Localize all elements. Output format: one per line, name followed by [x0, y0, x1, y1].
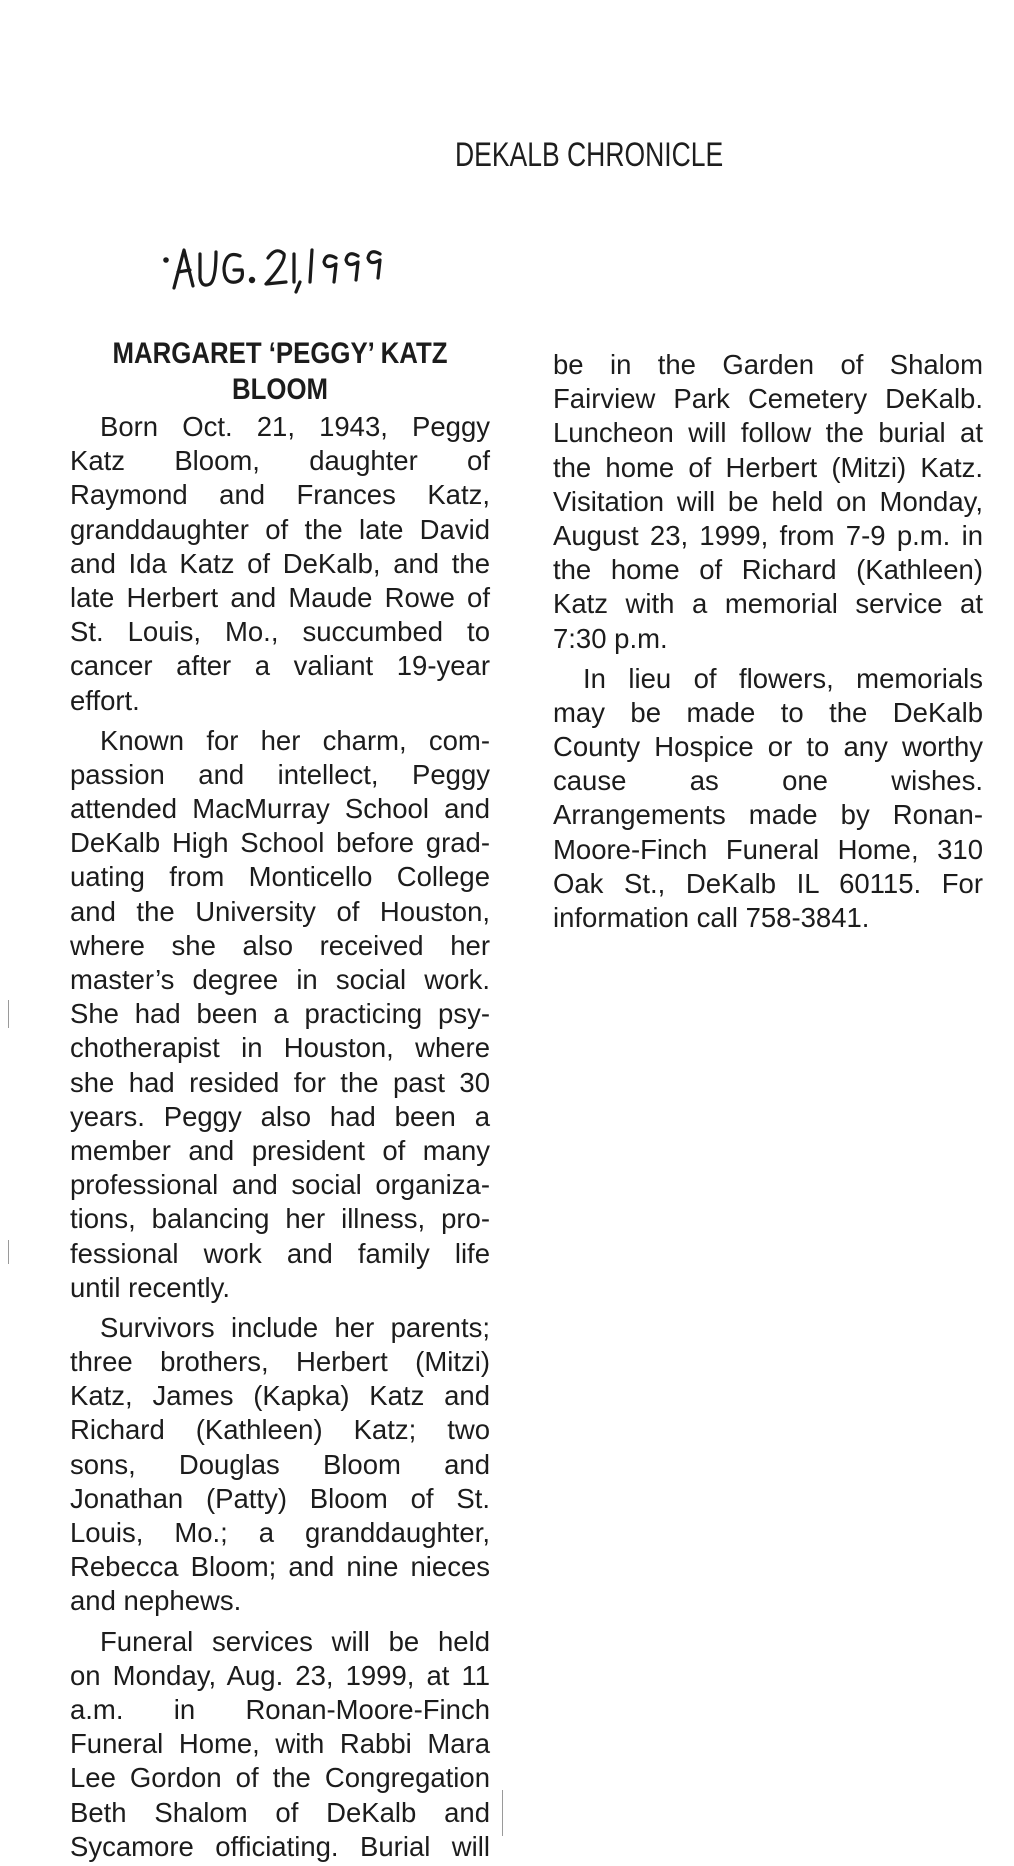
text-line: passion and intellect, Peggy [70, 758, 490, 790]
text-line: Lee Gordon of the Congregation [70, 1762, 490, 1794]
text-line: effort. [70, 684, 140, 716]
handwritten-date [160, 236, 430, 296]
text-line: Jonathan (Patty) Bloom of St. [70, 1482, 490, 1514]
text-line: a.m. in Ronan-Moore-Finch [70, 1693, 490, 1725]
text-line: information call 758-3841. [553, 902, 870, 933]
text-line: Katz, James (Kapka) Katz and [70, 1380, 490, 1412]
text-line: Rebecca Bloom; and nine nieces [70, 1551, 490, 1583]
text-line: and nephews. [70, 1585, 242, 1617]
text-line: sons, Douglas Bloom and [70, 1448, 490, 1480]
scan-margin-mark [8, 1240, 9, 1264]
text-line: Born Oct. 21, 1943, Peggy [100, 411, 490, 442]
text-line: She had been a practicing psy- [70, 998, 490, 1030]
text-line: the home of Richard (Kathleen) [553, 554, 983, 586]
text-line: and the University of Houston, [70, 895, 490, 927]
text-line: until recently. [70, 1271, 230, 1303]
text-line: three brothers, Herbert (Mitzi) [70, 1346, 490, 1378]
obituary-headline [99, 336, 460, 408]
obituary-right-column [553, 348, 983, 935]
text-line: Funeral services will be held [100, 1625, 490, 1657]
text-line: uating from Monticello College [70, 861, 490, 893]
scan-margin-mark [502, 1790, 503, 1836]
text-line: August 23, 1999, from 7-9 p.m. in [553, 519, 983, 551]
text-line: granddaughter of the late David [70, 513, 490, 545]
text-line: where she also received her [70, 929, 490, 961]
text-line: attended MacMurray School and [70, 793, 490, 825]
text-line: the home of Herbert (Mitzi) Katz. [553, 451, 983, 483]
text-line: be in the Garden of Shalom [553, 349, 983, 380]
newspaper-masthead: DEKALB CHRONICLE [455, 136, 724, 174]
text-line: cancer after a valiant 19-year [70, 650, 490, 682]
left-column-text [70, 410, 490, 1864]
text-line: In lieu of flowers, memorials [583, 662, 983, 694]
text-line: member and president of many [70, 1134, 490, 1166]
text-line: Luncheon will follow the burial at [553, 417, 983, 449]
text-line: professional and social organiza- [70, 1169, 490, 1201]
text-line: Visitation will be held on Monday, [553, 485, 983, 517]
text-line: DeKalb High School before grad- [70, 827, 490, 859]
text-line: Katz with a memorial service at [553, 588, 983, 620]
text-line: 7:30 p.m. [553, 622, 668, 654]
text-line: Raymond and Frances Katz, [70, 479, 490, 511]
text-line: Oak St., DeKalb IL 60115. For [553, 867, 983, 899]
text-line: Fairview Park Cemetery DeKalb. [553, 383, 983, 415]
text-line: Moore-Finch Funeral Home, 310 [553, 833, 983, 865]
text-line: County Hospice or to any worthy [553, 731, 983, 763]
text-line: chotherapist in Houston, where [70, 1032, 490, 1064]
text-line: years. Peggy also had been a [70, 1100, 490, 1132]
text-line: Survivors include her parents; [100, 1311, 490, 1343]
text-line: tions, balancing her illness, pro- [70, 1203, 490, 1235]
right-column-text [553, 348, 983, 935]
text-line: Beth Shalom of DeKalb and [70, 1796, 490, 1828]
text-line: master’s degree in social work. [70, 964, 490, 995]
text-line: Richard (Kathleen) Katz; two [70, 1414, 490, 1446]
text-line: fessional work and family life [70, 1237, 490, 1269]
text-line: Sycamore officiating. Burial will [70, 1830, 490, 1862]
text-line: Known for her charm, com- [100, 724, 490, 756]
text-line: Arrangements made by Ronan- [553, 799, 983, 831]
text-line: Funeral Home, with Rabbi Mara [70, 1728, 490, 1760]
text-line: Katz Bloom, daughter of [70, 445, 490, 477]
text-line: late Herbert and Maude Rowe of [70, 581, 490, 613]
text-line: cause as one wishes. [553, 765, 983, 797]
text-line: she had resided for the past 30 [70, 1066, 490, 1098]
text-line: on Monday, Aug. 23, 1999, at 11 [70, 1659, 490, 1691]
text-line: and Ida Katz of DeKalb, and the [70, 547, 490, 579]
headline-line: MARGARET ‘PEGGY’ KATZ [112, 337, 448, 370]
scan-margin-mark [8, 1000, 9, 1028]
text-line: St. Louis, Mo., succumbed to [70, 616, 490, 648]
headline-line: BLOOM [231, 373, 329, 406]
obituary-left-column [70, 336, 490, 1864]
text-line: may be made to the DeKalb [553, 696, 983, 728]
text-line: Louis, Mo.; a granddaughter, [70, 1517, 490, 1548]
